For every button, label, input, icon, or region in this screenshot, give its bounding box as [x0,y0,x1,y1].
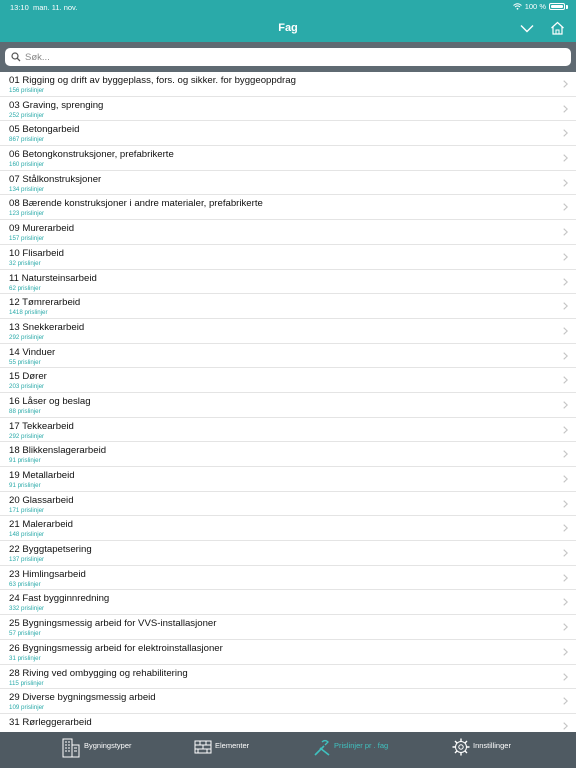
list-item[interactable] [0,467,576,492]
list-item[interactable] [0,368,576,393]
list-item-subtitle: 91 prislinjer [9,457,41,465]
tab-label: Elementer [215,741,250,750]
list-item-subtitle: 123 prislinjer [9,210,45,218]
list-item[interactable] [0,541,576,566]
list-item[interactable] [0,492,576,517]
chevron-right-icon [563,401,568,409]
chevron-right-icon [563,129,568,137]
chevron-right-icon [563,80,568,88]
list-item-title: 12 Tømrerarbeid [9,297,81,309]
home-icon[interactable] [550,21,565,35]
list-item-subtitle: 57 prislinjer [9,630,41,638]
search-icon [11,52,21,62]
tab-elementer[interactable] [144,732,288,768]
list-item-title: 13 Snekkerarbeid [9,321,85,333]
list-item[interactable] [0,689,576,714]
bricks-icon [194,740,212,754]
search-bar [0,42,576,72]
battery-icon [549,3,565,10]
list-item-subtitle: 134 prislinjer [9,185,45,193]
list-item-subtitle: 88 prislinjer [9,407,41,415]
chevron-right-icon [563,450,568,458]
list-item-subtitle: 203 prislinjer [9,383,45,391]
list-item-subtitle: 156 prislinjer [9,87,45,94]
list-item-title: 21 Malerarbeid [9,519,73,531]
chevron-right-icon [563,549,568,557]
list-item-title: 29 Diverse bygningsmessig arbeid [9,692,156,704]
fag-list [0,72,576,732]
list-item-subtitle: 867 prislinjer [9,136,45,144]
list-item-title: 06 Betongkonstruksjoner, prefabrikerte [9,149,174,161]
list-item[interactable] [0,270,576,295]
chevron-right-icon [563,105,568,113]
list-item-title: 26 Bygningsmessig arbeid for elektroinstallasjoner [9,642,223,654]
list-item-subtitle: 109 prislinjer [9,704,45,712]
chevron-down-icon[interactable] [520,24,534,33]
chevron-right-icon [563,228,568,236]
chevron-right-icon [563,524,568,532]
list-item[interactable] [0,171,576,196]
list-item-title: 28 Riving ved ombygging og rehabilitering [9,667,188,679]
list-item[interactable] [0,714,576,732]
chevron-right-icon [563,648,568,656]
chevron-right-icon [563,278,568,286]
tab-label: Innstillinger [473,741,511,750]
list-item[interactable] [0,72,576,97]
tab-label: Prislinjer pr . fag [334,741,389,750]
list-item-subtitle: 160 prislinjer [9,161,45,169]
chevron-right-icon [563,574,568,582]
list-item[interactable] [0,245,576,270]
list-item[interactable] [0,640,576,665]
list-item-title: 07 Stålkonstruksjoner [9,173,102,185]
list-item-subtitle: 148 prislinjer [9,531,45,539]
list-item-title: 15 Dører [9,371,47,383]
tab-label: Bygningstyper [84,741,132,750]
building-icon [62,738,80,758]
list-item-subtitle: 31 prislinjer [9,654,41,662]
list-item-title: 03 Graving, sprenging [9,99,104,111]
list-item-subtitle: 171 prislinjer [9,506,45,514]
list-item[interactable] [0,516,576,541]
wifi-icon [513,3,522,10]
list-item[interactable] [0,442,576,467]
status-bar [0,0,576,14]
chevron-right-icon [563,426,568,434]
list-item[interactable] [0,566,576,591]
list-item-subtitle: 292 prislinjer [9,432,45,440]
status-time: 13:10 [10,3,29,12]
list-item[interactable] [0,220,576,245]
list-item[interactable] [0,418,576,443]
list-item-title: 09 Murerarbeid [9,223,75,235]
list-item-subtitle: 91 prislinjer [9,482,41,489]
list-item[interactable] [0,665,576,690]
list-item[interactable] [0,319,576,344]
chevron-right-icon [563,376,568,384]
tab-bygningstyper[interactable] [0,732,144,768]
list-item[interactable] [0,294,576,319]
tab-prislinjer[interactable] [288,732,432,768]
chevron-right-icon [563,352,568,360]
list-item[interactable] [0,393,576,418]
list-item-subtitle: 32 prislinjer [9,259,41,267]
list-item[interactable] [0,590,576,615]
list-item-subtitle: 63 prislinjer [9,580,41,588]
list-item-title: 08 Bærende konstruksjoner i andre materialer, prefabrikerte [9,198,263,210]
list-item-subtitle: 115 prislinjer [9,679,44,687]
list-item-title: 20 Glassarbeid [9,494,74,506]
list-item-subtitle: 332 prislinjer [9,605,45,613]
list-item[interactable] [0,615,576,640]
list-item-title: 23 Himlingsarbeid [9,568,86,580]
chevron-right-icon [563,154,568,162]
page-title: Fag [278,22,298,34]
tab-innstillinger[interactable] [432,732,576,768]
list-item-subtitle: 292 prislinjer [9,333,45,341]
list-item-title: 22 Byggtapetsering [9,544,92,556]
chevron-right-icon [563,623,568,631]
chevron-right-icon [563,327,568,335]
chevron-right-icon [563,500,568,508]
list-item-title: 01 Rigging og drift av byggeplass, fors. og sikker. for byggeoppdrag [9,75,296,86]
tab-bar [0,732,576,768]
chevron-right-icon [563,475,568,483]
list-item-subtitle: 137 prislinjer [9,556,45,564]
battery-percent: 100 % [524,2,546,11]
list-item-subtitle: 252 prislinjer [9,111,45,119]
list-item[interactable] [0,121,576,146]
list-item-title: 31 Rørleggerarbeid [9,716,92,728]
list-item-title: 25 Bygningsmessig arbeid for VVS-installasjoner [9,618,217,630]
chevron-right-icon [563,179,568,187]
list-item[interactable] [0,195,576,220]
chevron-right-icon [563,697,568,705]
chevron-right-icon [563,722,568,730]
list-item-title: 10 Flisarbeid [9,247,64,259]
chevron-right-icon [563,203,568,211]
list-item-title: 14 Vinduer [9,346,56,358]
status-right [513,2,568,11]
search-input[interactable] [25,49,555,65]
search-box[interactable] [5,48,571,66]
list-item[interactable] [0,97,576,122]
chevron-right-icon [563,302,568,310]
gear-icon [452,738,470,756]
status-date: man. 11. nov. [33,3,78,12]
tools-icon [312,738,332,758]
list-item-title: 16 Låser og beslag [9,395,91,407]
list-item[interactable] [0,146,576,171]
chevron-right-icon [563,598,568,606]
list-item-title: 11 Natursteinsarbeid [9,272,97,284]
list-item[interactable] [0,344,576,369]
list-item-title: 18 Blikkenslagerarbeid [9,445,107,457]
list-item-subtitle: 62 prislinjer [9,284,41,292]
list-item-title: 19 Metallarbeid [9,470,75,481]
list-item-subtitle: 157 prislinjer [9,235,45,243]
chevron-right-icon [563,253,568,261]
list-item-subtitle: 1418 prislinjer [9,309,48,317]
list-item-title: 24 Fast bygginnredning [9,593,110,605]
navigation-bar [0,14,576,42]
list-item-title: 17 Tekkearbeid [9,420,74,432]
chevron-right-icon [563,673,568,681]
list-item-title: 05 Betongarbeid [9,124,80,136]
list-item-subtitle: 55 prislinjer [9,358,41,366]
